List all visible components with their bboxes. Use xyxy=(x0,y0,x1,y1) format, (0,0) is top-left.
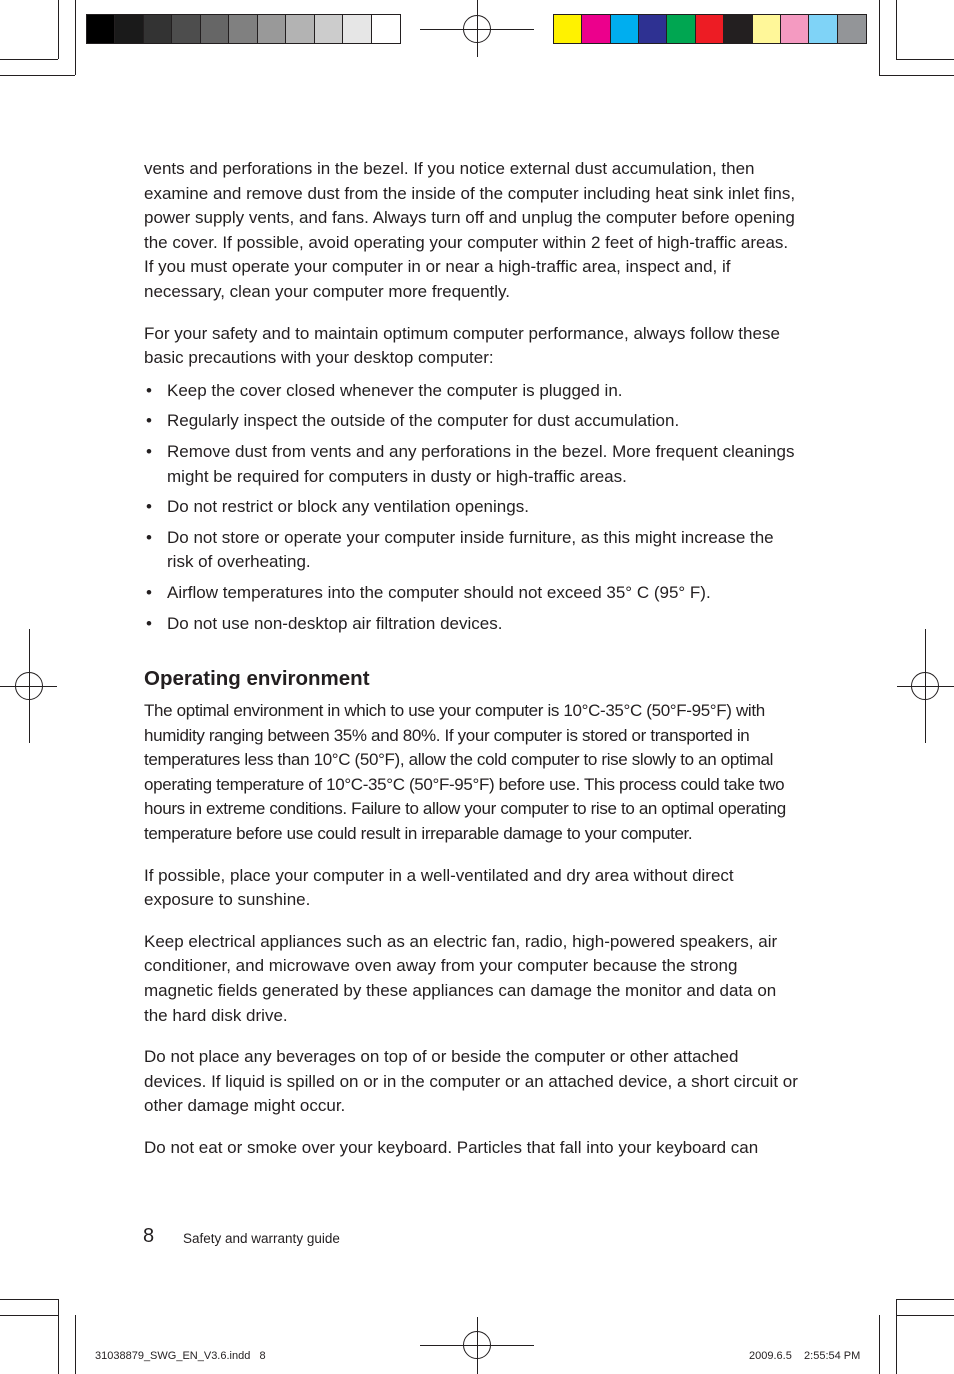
color-swatch xyxy=(343,15,371,43)
crop-mark xyxy=(896,1299,897,1374)
list-item: • Do not store or operate your computer inside furniture, as this might increase the risk of overheating. xyxy=(144,526,799,575)
section-paragraph: Do not place any beverages on top of or beside the computer or other attached devices. If liquid is spilled on or in the computer or an attached device, a short circuit or other damage might occur. xyxy=(144,1047,798,1116)
color-swatch xyxy=(611,15,639,43)
color-swatch xyxy=(753,15,781,43)
list-item: • Regularly inspect the outside of the computer for dust accumulation. xyxy=(144,409,799,434)
color-swatch xyxy=(639,15,667,43)
color-swatch xyxy=(554,15,582,43)
crop-mark xyxy=(58,1299,59,1374)
color-swatch xyxy=(172,15,200,43)
color-swatch xyxy=(201,15,229,43)
crop-mark xyxy=(75,1315,76,1374)
crop-mark xyxy=(879,0,880,75)
list-item: • Airflow temperatures into the computer should not exceed 35° C (95° F). xyxy=(144,581,799,606)
list-item: • Do not use non-desktop air filtration devices. xyxy=(144,612,799,637)
color-swatch xyxy=(315,15,343,43)
color-swatch xyxy=(582,15,610,43)
section-paragraph: If possible, place your computer in a well-ventilated and dry area without direct exposure to sunshine. xyxy=(144,865,734,910)
intro-paragraph: vents and perforations in the bezel. If you notice external dust accumulation, then examine and remove dust from the inside of the computer including heat sink inlet fins, power supply vents, and fans. Always turn off and unplug the computer before opening the cover. If possible, avoid operating your computer within 2 feet of high-traffic areas. If you must operate your computer in or near a high-traffic area, inspect and, if necessary, clean your computer more frequently. xyxy=(144,159,796,301)
precautions-intro: For your safety and to maintain optimum computer performance, always follow these basic precautions with your desktop computer: xyxy=(144,323,780,368)
page-number: 8 xyxy=(143,1225,155,1247)
color-swatch xyxy=(258,15,286,43)
color-swatch xyxy=(838,15,866,43)
slug-timestamp: 2009.6.5 2:55:54 PM xyxy=(749,1350,861,1362)
crop-mark xyxy=(879,1315,880,1374)
color-swatch xyxy=(144,15,172,43)
color-swatch xyxy=(115,15,143,43)
crop-mark xyxy=(75,0,76,75)
crop-mark xyxy=(896,0,897,59)
list-item: • Remove dust from vents and any perforations in the bezel. More frequent cleanings might be required for computers in dusty or high-traffic areas. xyxy=(144,440,799,489)
color-swatch xyxy=(87,15,115,43)
page-content xyxy=(144,157,799,1178)
slug-file-info: 31038879_SWG_EN_V3.6.indd 8 xyxy=(95,1350,266,1362)
color-swatch xyxy=(781,15,809,43)
color-swatch xyxy=(724,15,752,43)
crop-mark xyxy=(0,1299,58,1300)
list-item: • Do not restrict or block any ventilation openings. xyxy=(144,495,799,520)
crop-mark xyxy=(879,75,954,76)
color-swatch xyxy=(696,15,724,43)
crop-mark xyxy=(0,1315,58,1316)
footer-title: Safety and warranty guide xyxy=(183,1231,340,1246)
grayscale-color-bar xyxy=(86,14,401,44)
section-heading: Operating environment xyxy=(144,667,370,691)
color-swatch xyxy=(229,15,257,43)
crop-mark xyxy=(896,59,954,60)
color-swatch xyxy=(286,15,314,43)
section-paragraph: Keep electrical appliances such as an electric fan, radio, high-powered speakers, air conditioner, and microwave oven away from your computer because the strong magnetic fields generated by these appliances can damage the monitor and data on the hard disk drive. xyxy=(144,931,778,1025)
crop-mark xyxy=(896,1315,954,1316)
crop-mark xyxy=(0,59,58,60)
color-swatch xyxy=(809,15,837,43)
crop-mark xyxy=(0,75,75,76)
color-swatch xyxy=(372,15,400,43)
crop-mark xyxy=(896,1299,954,1300)
section-paragraph: Do not eat or smoke over your keyboard. Particles that fall into your keyboard can xyxy=(144,1138,759,1157)
process-color-bar xyxy=(553,14,867,44)
precautions-list xyxy=(144,379,799,636)
section-paragraph: The optimal environment in which to use your computer is 10°C-35°C (50°F-95°F) with humidity ranging between 35% and 80%. If your computer is stored or transported in temperatures less than 10°C (50°F), allow the cold computer to rise slowly to an optimal operating temperature of 10°C-35°C (50°F-95°F) before use. This process could take two hours in extreme conditions. Failure to allow your computer to rise to an optimal operating temperature before use could result in irreparable damage to your computer. xyxy=(144,701,786,844)
color-swatch xyxy=(667,15,695,43)
list-item: • Keep the cover closed whenever the computer is plugged in. xyxy=(144,379,799,404)
crop-mark xyxy=(58,0,59,59)
